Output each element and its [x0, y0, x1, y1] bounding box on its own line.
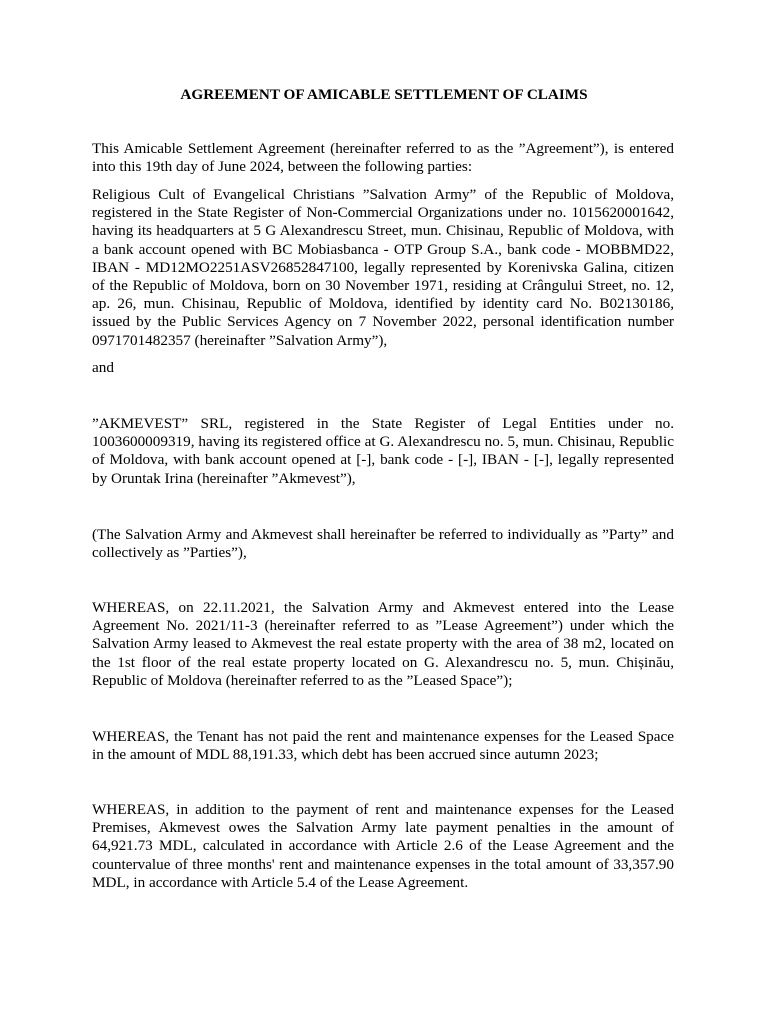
paragraph-parties-definition: (The Salvation Army and Akmevest shall hereinafter be referred to individually as ”Party” and collectively as ”Parties”), [92, 526, 674, 562]
paragraph-party-akmevest: ”AKMEVEST” SRL, registered in the State Register of Legal Entities under no. 1003600009319, having its registered office at G. Alexandrescu no. 5, mun. Chisinau, Republic of Moldova, with bank account opened at [-], bank code - [-], IBAN - [-], legally represented by Oruntak Irina (hereinafter ”Akmevest”), [92, 415, 674, 487]
paragraph-party-salvation-army: Religious Cult of Evangelical Christians ”Salvation Army” of the Republic of Moldova, registered in the State Register of Non-Commercial Organizations under no. 1015620001642, having its headquarters at 5 G Alexandrescu Street, mun. Chisinau, Republic of Moldova, with a bank account opened with BC Mobiasbanca - OTP Group S.A., bank code - MOBBMD22, IBAN - MD12MO2251ASV26852847100, legally represented by Korenivska Galina, citizen of the Republic of Moldova, born on 30 November 1971, residing at Crângului Street, no. 12, ap. 26, mun. Chisinau, Republic of Moldova, identified by identity card No. B02130186, issued by the Public Services Agency on 7 November 2022, personal identification number 0971701482357 (hereinafter ”Salvation Army”), [92, 186, 674, 349]
paragraph-and: and [92, 359, 114, 376]
paragraph-intro: This Amicable Settlement Agreement (hereinafter referred to as the ”Agreement”), is entered into this 19th day of June 2024, between the following parties: [92, 140, 674, 176]
paragraph-whereas-debt: WHEREAS, the Tenant has not paid the rent and maintenance expenses for the Leased Space in the amount of MDL 88,191.33, which debt has been accrued since autumn 2023; [92, 728, 674, 764]
document-title: AGREEMENT OF AMICABLE SETTLEMENT OF CLAIMS [180, 86, 588, 103]
paragraph-whereas-penalties: WHEREAS, in addition to the payment of rent and maintenance expenses for the Leased Premises, Akmevest owes the Salvation Army late payment penalties in the amount of 64,921.73 MDL, calculated in accordance with Article 2.6 of the Lease Agreement and the countervalue of three months' rent and maintenance expenses in the total amount of 33,357.90 MDL, in accordance with Article 5.4 of the Lease Agreement. [92, 801, 674, 891]
paragraph-whereas-lease: WHEREAS, on 22.11.2021, the Salvation Army and Akmevest entered into the Lease Agreement No. 2021/11-3 (hereinafter referred to as ”Lease Agreement”) under which the Salvation Army leased to Akmevest the real estate property with the area of 38 m2, located on the 1st floor of the real estate property located on G. Alexandrescu no. 5, mun. Chișinău, Republic of Moldova (hereinafter referred to as the ”Leased Space”); [92, 599, 674, 689]
